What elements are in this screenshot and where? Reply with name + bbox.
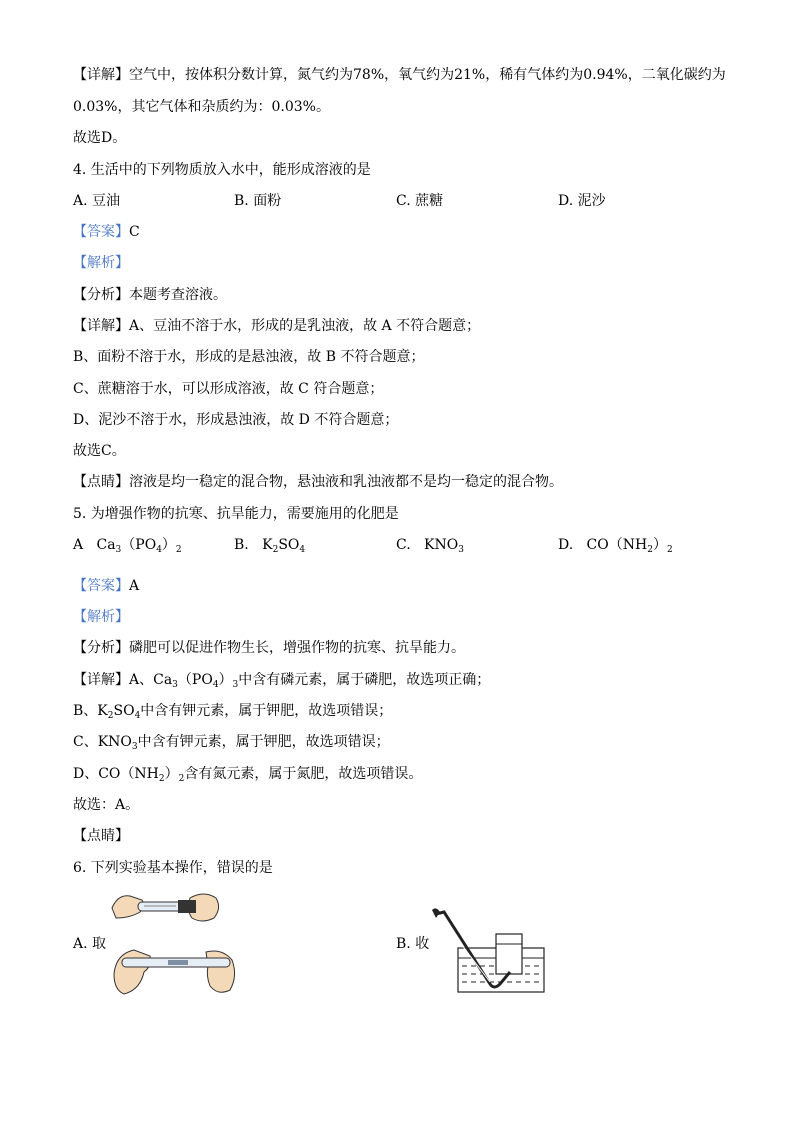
q5-detail-d-pre: D、CO（NH [73, 766, 159, 782]
q5-detail-a-pre: 【详解】A、Ca [73, 672, 173, 688]
q5-option-a-formula-mid: （PO [121, 537, 157, 553]
q5-detail-b-pre: B、K [73, 703, 108, 719]
q5-detail-d-paren: ） [164, 766, 179, 782]
q4-detail-b: B、面粉不溶于水，形成的是悬浊液，故 B 不符合题意； [73, 349, 425, 365]
q5-option-b-formula-mid: SO [278, 537, 300, 553]
q5-dianjing: 【点睛】 [73, 828, 129, 844]
q5-option-b [234, 535, 305, 560]
q5-fenxi: 【分析】磷肥可以促进作物生长，增强作物的抗寒、抗旱能力。 [73, 640, 465, 656]
q4-detail-a: 【详解】A、豆油不溶于水，形成的是乳浊液，故 A 不符合题意； [73, 318, 481, 334]
sub-4: 4 [134, 711, 141, 721]
q6-option-b: B. 收 [396, 936, 430, 952]
q4-option-c: C. 蔗糖 [396, 193, 444, 209]
q5-detail-a [73, 670, 490, 695]
q5-detail-b-post: 中含有钾元素，属于钾肥，故选项错误； [140, 703, 393, 719]
q4-choose: 故选C。 [73, 443, 126, 459]
q5-detail-b-mid: SO [113, 703, 135, 719]
q4-answer [73, 222, 140, 242]
q5-option-b-formula: K [262, 537, 273, 553]
q4-detail-d: D、泥沙不溶于水，形成悬浊液，故 D 不符合题意； [73, 412, 399, 428]
sub-4: 4 [212, 680, 219, 690]
q5-option-c [396, 535, 464, 560]
q4-dianjing: 【点睛】溶液是均一稳定的混合物，悬浊液和乳浊液都不是均一稳定的混合物。 [73, 474, 563, 490]
q5-detail-a-post: 中含有磷元素，属于磷肥，故选项正确； [238, 672, 491, 688]
answer-value: A [129, 578, 140, 594]
q6-option-a: A. 取 [73, 936, 107, 952]
q5-detail-c-post: 中含有钾元素，属于钾肥，故选项错误； [137, 734, 390, 750]
q5-detail-a-paren: ） [218, 672, 233, 688]
detail-line-2: 0.03%，其它气体和杂质约为：0.03%。 [73, 99, 330, 115]
q5-detail-d [73, 764, 422, 789]
sub-3: 3 [172, 680, 178, 690]
sub-4: 4 [156, 545, 162, 555]
q4-detail-c: C、蔗糖溶于水，可以形成溶液，故 C 符合题意； [73, 381, 384, 397]
sub-3: 3 [458, 545, 464, 555]
q4-analysis-tag: 【解析】 [73, 255, 129, 271]
q4-fenxi: 【分析】本题考查溶液。 [73, 287, 227, 303]
q5-option-a-formula: Ca [96, 537, 116, 553]
q5-option-a-label: A [73, 537, 84, 553]
q5-detail-d-post: 含有氮元素，属于氮肥，故选项错误。 [184, 766, 423, 782]
q5-choose: 故选：A。 [73, 797, 140, 813]
q5-detail-c-pre: C、KNO [73, 734, 132, 750]
sub-2: 2 [158, 774, 165, 784]
q5-detail-a-mid: （PO [177, 672, 213, 688]
q5-option-d-label: D. [558, 537, 574, 553]
question-5: 5. 为增强作物的抗寒、抗旱能力，需要施用的化肥是 [73, 506, 399, 522]
q5-detail-c [73, 732, 390, 757]
q4-option-a: A. 豆油 [73, 193, 121, 209]
q5-detail-b [73, 701, 392, 726]
sub-2: 2 [175, 545, 182, 555]
q5-option-c-formula: KNO [424, 537, 459, 553]
sub-2: 2 [178, 774, 185, 784]
choose-line-q3: 故选D。 [73, 130, 127, 146]
detail-line-1: 【详解】空气中，按体积分数计算，氮气约为78%，氧气约为21%，稀有气体约为0.94%，二氧化碳约为 [73, 67, 726, 83]
question-4: 4. 生活中的下列物质放入水中，能形成溶液的是 [73, 162, 371, 178]
q5-option-d-formula-post: ） [652, 537, 667, 553]
gas-collection-illustration [428, 900, 548, 996]
hands-tube-bottom-illustration [110, 946, 240, 998]
q5-option-d-formula: CO（NH [586, 537, 648, 553]
sub-2: 2 [107, 711, 114, 721]
sub-2: 2 [272, 545, 279, 555]
answer-value: C [129, 224, 140, 240]
q5-option-d [558, 535, 673, 560]
sub-3: 3 [131, 742, 138, 752]
sub-3: 3 [115, 545, 122, 555]
q4-option-b: B. 面粉 [234, 193, 282, 209]
q5-analysis-tag: 【解析】 [73, 609, 129, 625]
sub-4: 4 [299, 545, 306, 555]
sub-2: 2 [666, 545, 673, 555]
q5-answer [73, 576, 139, 596]
q5-option-b-label: B. [234, 537, 249, 553]
answer-tag: 【答案】 [73, 224, 129, 240]
hands-tube-top-illustration [108, 888, 224, 930]
question-6: 6. 下列实验基本操作，错误的是 [73, 860, 273, 876]
q4-option-d: D. 泥沙 [558, 193, 606, 209]
q5-option-a-formula-post: ） [161, 537, 176, 553]
q5-option-a [73, 535, 182, 560]
sub-3: 3 [232, 680, 239, 690]
q5-option-c-label: C. [396, 537, 411, 553]
sub-2: 2 [647, 545, 653, 555]
answer-tag: 【答案】 [73, 578, 129, 594]
